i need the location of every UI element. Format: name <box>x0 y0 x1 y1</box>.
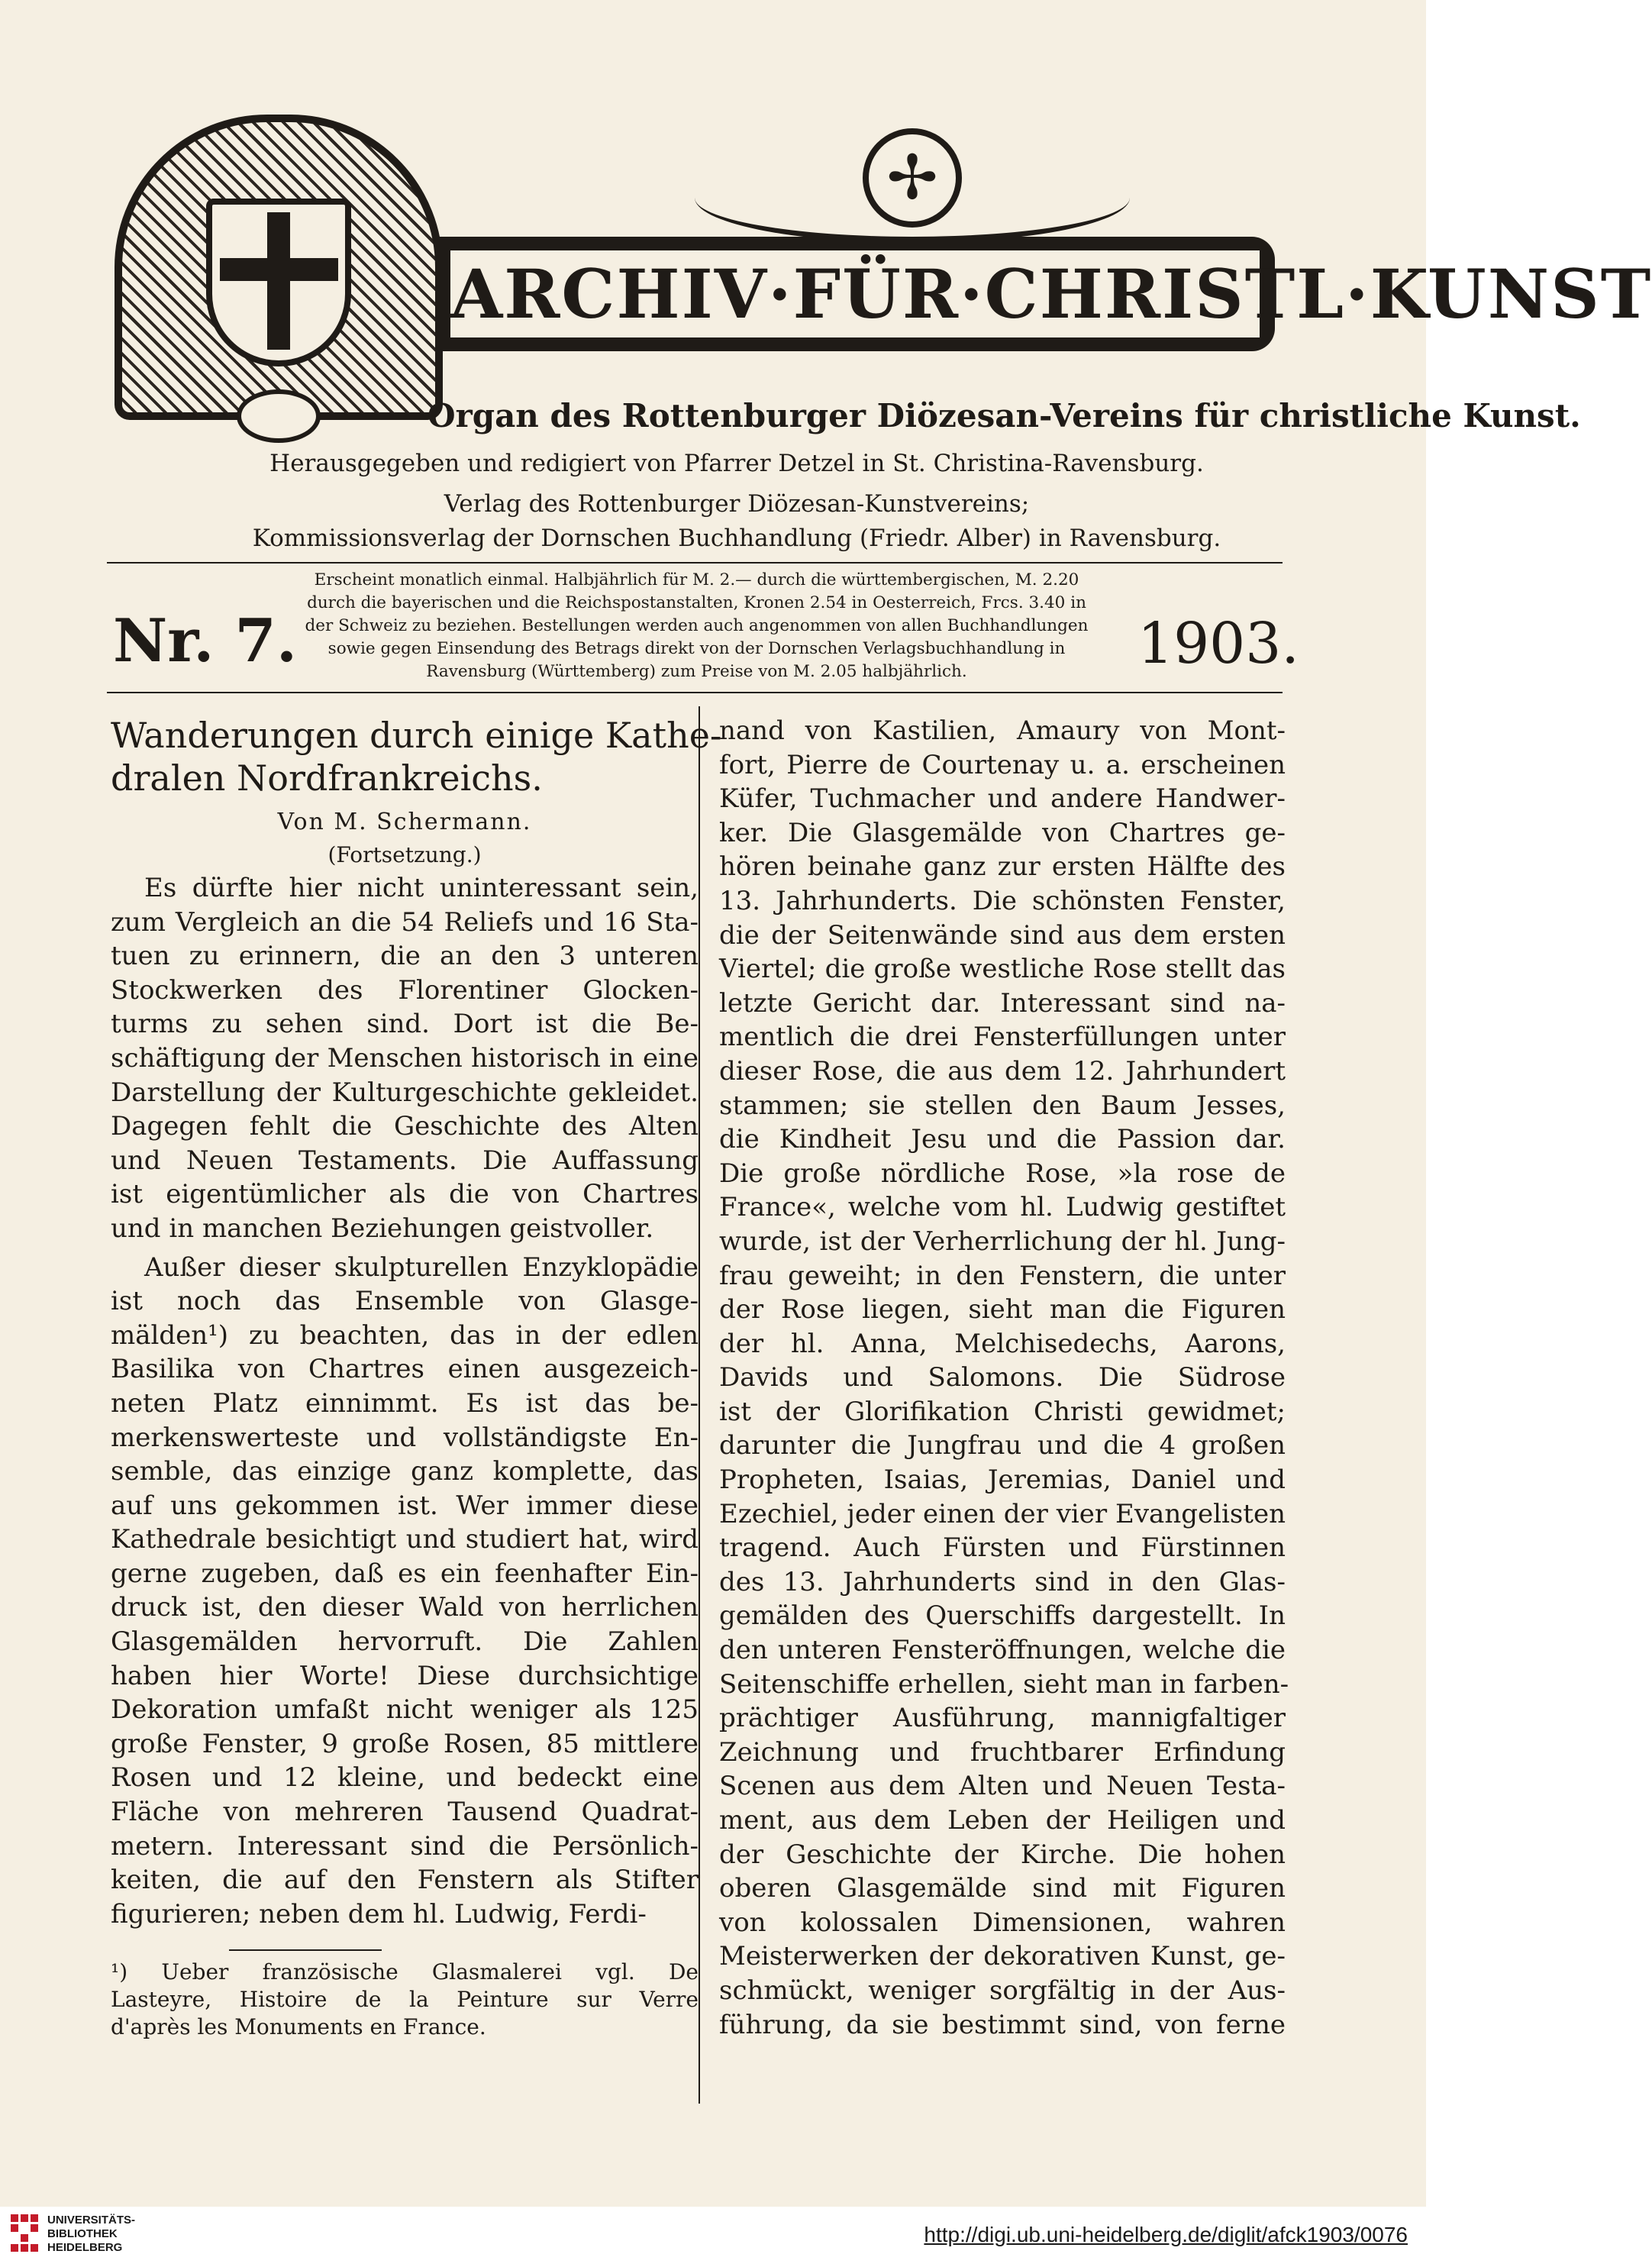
issue-year: 1903. <box>1137 611 1299 677</box>
editor-line: Herausgegeben und redigiert von Pfarrer Detzel in St. Christina-Ravensburg. <box>269 450 1204 477</box>
text-line: schmückt, weniger sorgfältig in der Aus- <box>719 1975 1286 2006</box>
left-column <box>111 714 722 1931</box>
text-line: merkenswerteste und vollständigste En- <box>111 1422 699 1453</box>
notice-line: Erscheint monatlich einmal. Halbjährlich für M. 2.— durch die württembergischen, M. 2.20 <box>314 570 1079 589</box>
text-line: Küfer, Tuchmacher und andere Handwer- <box>719 783 1286 815</box>
masthead-title: ARCHIV·FÜR·CHRISTL·KUNST <box>450 250 1260 337</box>
text-line: Seitenschiffe erhellen, sieht man in farben- <box>719 1668 1289 1700</box>
article-title-line-1: Wanderungen durch einige Kathe- <box>111 715 722 756</box>
text-line: und Neuen Testaments. Die Auffassung <box>111 1145 699 1176</box>
text-line: ker. Die Glasgemälde von Chartres ge- <box>719 817 1286 848</box>
text-line: Dagegen fehlt die Geschichte des Alten <box>111 1111 699 1142</box>
cross-shield-icon <box>206 199 351 367</box>
text-line: Außer dieser skulpturellen Enzyklopädie <box>144 1251 699 1283</box>
text-line: Rosen und 12 kleine, und bedeckt eine <box>111 1762 699 1794</box>
text-line: Zeichnung und fruchtbarer Erfindung <box>719 1736 1286 1768</box>
text-line: die der Seitenwände sind aus dem ersten <box>719 919 1286 951</box>
text-line: den unteren Fensteröffnungen, welche die <box>719 1635 1286 1666</box>
text-line: ist der Glorifikation Christi gewidmet; <box>719 1396 1286 1427</box>
text-line: Fläche von mehreren Tausend Quadrat- <box>111 1797 699 1828</box>
text-line: letzte Gericht dar. Interessant sind na- <box>719 987 1286 1019</box>
text-line: neten Platz einnimmt. Es ist das be- <box>111 1387 699 1419</box>
notice-line: durch die bayerischen und die Reichspostanstalten, Kronen 2.54 in Oesterreich, Frcs. 3.40 in <box>307 593 1086 612</box>
text-line: zum Vergleich an die 54 Reliefs und 16 Sta- <box>111 906 699 938</box>
publisher-line-2: Kommissionsverlag der Dornschen Buchhandlung (Friedr. Alber) in Ravensburg. <box>252 525 1221 552</box>
paragraph-1 <box>111 871 699 1246</box>
header-rule-bottom <box>107 692 1283 693</box>
footnote-line: Lasteyre, Histoire de la Peinture sur Verre <box>111 1987 699 2012</box>
text-line: Glasgemälden hervorruft. Die Zahlen <box>111 1626 699 1658</box>
notice-line: sowie gegen Einsendung des Betrags direkt von der Dornschen Verlagsbuchhandlung in <box>327 639 1066 658</box>
institution-name <box>47 2214 135 2255</box>
emblem-medallion-icon <box>863 128 962 228</box>
text-line: führung, da sie bestimmt sind, von ferne <box>719 2009 1286 2040</box>
text-line: darunter die Jungfrau und die 4 großen <box>719 1430 1286 1461</box>
column-divider <box>699 706 700 2104</box>
right-column <box>719 714 1289 2042</box>
text-line: keiten, die auf den Fenstern als Stifter <box>111 1865 699 1896</box>
institution-line-1: UNIVERSITÄTS- <box>47 2214 136 2227</box>
footnote-rule <box>229 1949 382 1951</box>
text-line: figurieren; neben dem hl. Ludwig, Ferdi- <box>111 1898 647 1930</box>
footnote-line: d'après les Monuments en France. <box>111 2014 486 2039</box>
subscription-notice <box>267 569 1126 683</box>
text-line: Scenen aus dem Alten und Neuen Testa- <box>719 1771 1286 1802</box>
text-line: von kolossalen Dimensionen, wahren <box>719 1907 1286 1938</box>
text-line: haben hier Worte! Diese durchsichtige <box>111 1660 699 1691</box>
text-line: metern. Interessant sind die Persönlich- <box>111 1830 699 1862</box>
text-line: gerne zugeben, daß es ein feenhafter Ein- <box>111 1558 699 1589</box>
text-line: Stockwerken des Florentiner Glocken- <box>111 974 699 1006</box>
text-line: und in manchen Beziehungen geistvoller. <box>111 1213 654 1244</box>
source-url-link[interactable]: http://digi.ub.uni-heidelberg.de/diglit/afck1903/0076 <box>924 2223 1408 2246</box>
text-line: Propheten, Isaias, Jeremias, Daniel und <box>719 1465 1286 1496</box>
text-line: 13. Jahrhunderts. Die schönsten Fenster, <box>719 885 1286 916</box>
article-byline: Von M. Schermann. <box>277 809 532 835</box>
text-line: schäftigung der Menschen historisch in eine <box>111 1042 699 1074</box>
text-line: ist noch das Ensemble von Glasge- <box>111 1286 699 1317</box>
text-line: gemälden des Querschiffs dargestellt. In <box>719 1600 1286 1632</box>
text-line: Meisterwerken der dekorativen Kunst, ge- <box>719 1941 1286 1972</box>
text-line: große Fenster, 9 große Rosen, 85 mittlere <box>111 1728 699 1759</box>
text-line: turms zu sehen sind. Dort ist die Be- <box>111 1009 699 1040</box>
publisher-line-1: Verlag des Rottenburger Diözesan-Kunstvereins; <box>444 490 1030 518</box>
article-title-line-2: dralen Nordfrankreichs. <box>111 757 543 799</box>
text-line: wurde, ist der Verherrlichung der hl. Jung- <box>719 1226 1286 1257</box>
text-line: frau geweiht; in den Fenstern, die unter <box>719 1260 1286 1291</box>
text-line: Es dürfte hier nicht uninteressant sein, <box>144 873 699 903</box>
text-line: France«, welche vom hl. Ludwig gestiftet <box>719 1192 1286 1223</box>
text-line: dieser Rose, die aus dem 12. Jahrhundert <box>719 1055 1286 1087</box>
notice-line: der Schweiz zu beziehen. Bestellungen werden auch angenommen von allen Buchhandlungen <box>305 616 1089 635</box>
institution-line-3: HEIDELBERG <box>47 2241 123 2254</box>
text-line: Die große nördliche Rose, »la rose de <box>719 1158 1286 1189</box>
text-line: der Rose liegen, sieht man die Figuren <box>719 1294 1286 1326</box>
institution-line-2: BIBLIOTHEK <box>47 2227 118 2240</box>
text-line: mälden¹) zu beachten, das in der edlen <box>111 1319 699 1351</box>
header-rule-top <box>107 562 1283 564</box>
text-line: stammen; sie stellen den Baum Jesses, <box>719 1090 1286 1121</box>
paragraph-2 <box>111 1251 699 1932</box>
text-line: ist eigentümlicher als die von Chartres <box>111 1179 699 1210</box>
text-line: der hl. Anna, Melchisedechs, Aarons, <box>719 1328 1286 1359</box>
notice-line: Ravensburg (Württemberg) zum Preise von M. 2.05 halbjährlich. <box>426 662 967 681</box>
text-line: Dekoration umfaßt nicht weniger als 125 <box>111 1694 699 1726</box>
footnote-line: ¹) Ueber französische Glasmalerei vgl. De <box>111 1959 699 1984</box>
text-line: hören beinahe ganz zur ersten Hälfte des <box>719 851 1286 883</box>
text-line: Darstellung der Kulturgeschichte gekleidet. <box>111 1077 699 1108</box>
text-line: ment, aus dem Leben der Heiligen und <box>719 1805 1286 1836</box>
text-line: prächtiger Ausführung, mannigfaltiger <box>719 1703 1286 1734</box>
text-line: die Kindheit Jesu und die Passion dar. <box>719 1124 1286 1155</box>
text-line: tragend. Auch Fürsten und Fürstinnen <box>719 1532 1286 1564</box>
text-line: mentlich die drei Fensterfüllungen unter <box>719 1022 1286 1053</box>
issue-number: Nr. 7. <box>113 606 297 676</box>
continuation-note: (Fortsetzung.) <box>327 842 482 867</box>
text-line: des 13. Jahrhunderts sind in den Glas- <box>719 1566 1286 1597</box>
text-line: Kathedrale besichtigt und studiert hat, wird <box>111 1524 699 1555</box>
text-line: der Geschichte der Kirche. Die hohen <box>719 1839 1286 1870</box>
angel-head-icon <box>237 389 321 443</box>
text-line: oberen Glasgemälde sind mit Figuren <box>719 1873 1286 1904</box>
text-line: Ezechiel, jeder einen der vier Evangelisten <box>719 1498 1286 1529</box>
footnote <box>111 1959 699 2041</box>
text-line: semble, das einzige ganz komplette, das <box>111 1456 699 1487</box>
text-line: druck ist, den dieser Wald von herrlichen <box>111 1592 699 1623</box>
text-line: auf uns gekommen ist. Wer immer diese <box>111 1490 699 1521</box>
organ-line: Organ des Rottenburger Diözesan-Vereins für christliche Kunst. <box>428 397 1581 434</box>
text-line: tuen zu erinnern, die an den 3 unteren <box>111 941 699 972</box>
text-line: Davids und Salomons. Die Südrose <box>719 1362 1286 1393</box>
text-line: nand von Kastilien, Amaury von Mont- <box>719 715 1286 746</box>
university-logo-icon <box>11 2214 41 2252</box>
text-line: Viertel; die große westliche Rose stellt das <box>719 954 1286 985</box>
text-line: Basilika von Chartres einen ausgezeich- <box>111 1354 699 1385</box>
text-line: fort, Pierre de Courtenay u. a. erscheinen <box>719 749 1286 780</box>
